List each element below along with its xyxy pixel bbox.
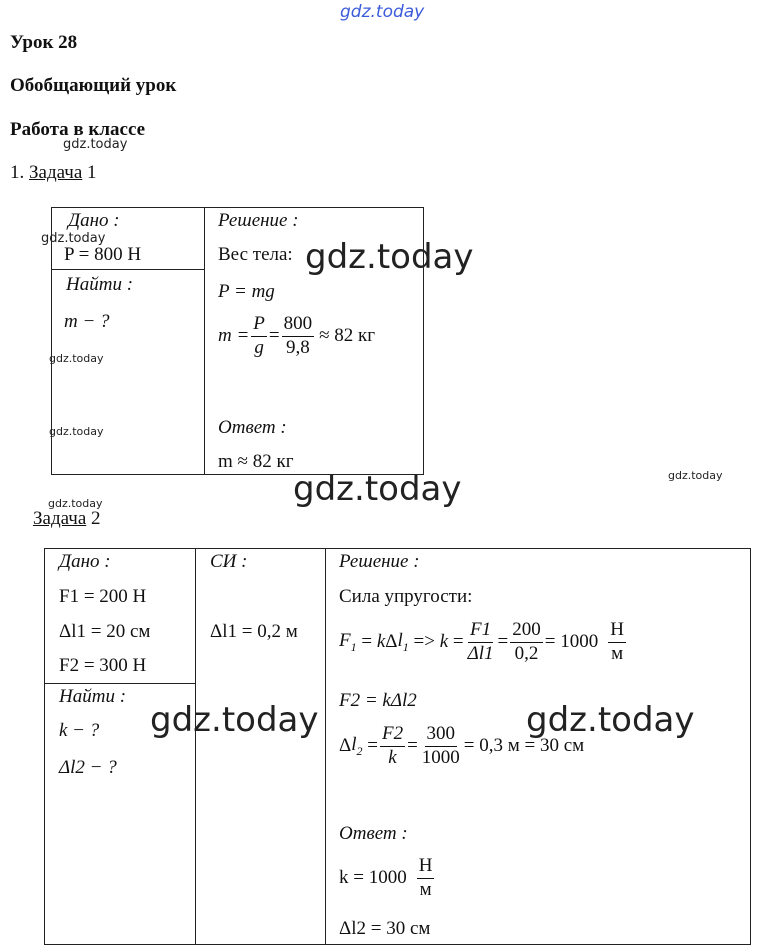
task2-given-item: F2 = 300 Н xyxy=(59,655,147,676)
watermark-large: gdz.today xyxy=(305,237,474,277)
task2-formula-k: $F_1$ = k Δ $l_1$ => k = $\frac{F1}{\Delta l1}$ = $\frac{200}{0,2}$ = 1000 $\frac{Н}{м}$ xyxy=(339,619,624,664)
task2-title: Задача 2 xyxy=(33,508,101,529)
section-heading: Работа в классе xyxy=(10,119,146,140)
watermark-large: gdz.today xyxy=(150,700,319,740)
watermark: gdz.today xyxy=(668,469,723,482)
task1-given: P = 800 Н xyxy=(64,244,142,265)
watermark: gdz.today xyxy=(49,425,104,438)
task2-si-value: Δl1 = 0,2 м xyxy=(210,621,298,642)
lesson-title: Урок 28 xyxy=(10,32,78,53)
task1-answer: m ≈ 82 кг xyxy=(218,451,294,472)
task1-title: 1. Задача 1 xyxy=(10,162,97,183)
watermark: gdz.today xyxy=(41,231,106,246)
task1-solution-label: Решение : xyxy=(218,210,299,231)
task2-answer-k: k = 1000 $\frac{Н}{м}$ xyxy=(339,855,433,900)
task1-find: m − ? xyxy=(64,311,110,332)
task2-find-item: Δl2 − ? xyxy=(59,757,117,778)
task2-solution-text: Сила упругости: xyxy=(339,586,473,607)
task2-find-label: Найти : xyxy=(59,686,127,707)
task2-find-item: k − ? xyxy=(59,720,100,741)
task2-given-label: Дано : xyxy=(59,551,111,572)
task1-answer-label: Ответ : xyxy=(218,417,287,438)
task2-si-label: СИ : xyxy=(210,551,248,572)
watermark-large: gdz.today xyxy=(526,700,695,740)
task2-formula-dl2: Δ $l_2$ = $\frac{F2}{k}$ = $\frac{300}{1000}$ = 0,3 м = 30 см xyxy=(339,723,585,768)
task1-solution-text: Вес тела: xyxy=(218,244,293,265)
task2-solution-label: Решение : xyxy=(339,551,420,572)
watermark: gdz.today xyxy=(48,497,103,510)
lesson-topic: Обобщающий урок xyxy=(10,75,177,96)
watermark: gdz.today xyxy=(63,137,128,152)
task1-formula-mass: m = $\frac{P}{g}$ = $\frac{800}{9,8}$ ≈ 82 кг xyxy=(218,313,376,358)
task1-find-label: Найти : xyxy=(66,274,134,295)
task1-given-label: Дано : xyxy=(68,210,120,231)
task2-given-item: F1 = 200 Н xyxy=(59,586,147,607)
watermark-large: gdz.today xyxy=(293,469,462,509)
watermark: gdz.today xyxy=(49,352,104,365)
task1-formula-weight: P = mg xyxy=(218,281,275,302)
task2-formula-f2: F2 = kΔl2 xyxy=(339,690,417,711)
task2-answer-dl2: Δl2 = 30 см xyxy=(339,918,431,939)
watermark-top: gdz.today xyxy=(340,2,425,22)
task2-given-item: Δl1 = 20 см xyxy=(59,621,151,642)
task2-answer-label: Ответ : xyxy=(339,823,408,844)
